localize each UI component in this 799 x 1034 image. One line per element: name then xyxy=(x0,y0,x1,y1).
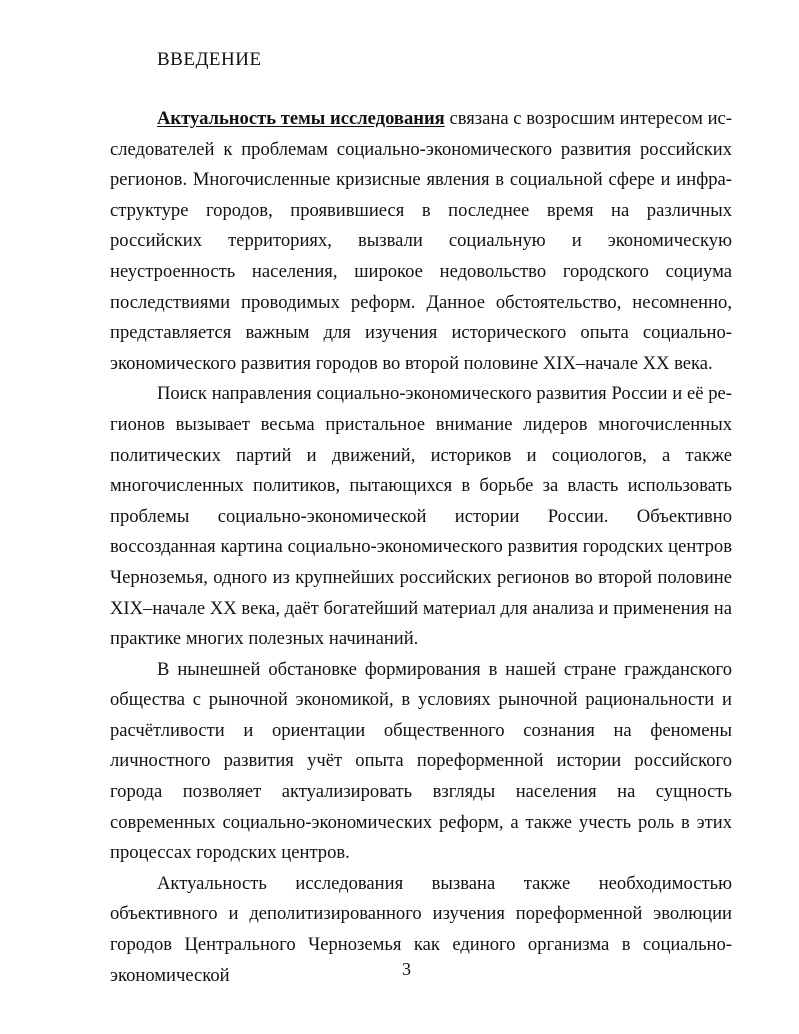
body-text xyxy=(110,104,732,991)
page-number: 3 xyxy=(402,959,411,979)
paragraph-1 xyxy=(110,104,732,379)
paragraph-2: Поиск направления социально-экономического развития России и её регионов вызывает весьма пристальное внимание лидеров многочисленных политических партий и движений, историков и социологов, а также многочисленных политиков, пытающихся в борьбе за власть использовать проблемы социально-экономической истории России. Объективно воссозданная картина социально-экономического развития городских центров Черноземья, одного из крупнейших российских регионов во второй половине XIX–начале XX века, даёт богатейший материал для анализа и применения на практике многих полезных начинаний. xyxy=(110,383,732,650)
paragraph-3: В нынешней обстановке формирования в нашей стране гражданского общества с рыночной экономикой, в условиях рыночной рациональности и расчётливости и ориентации общественного сознания на феномены личностного развития учёт опыта пореформенной истории российского города позволяет актуализировать взгляды населения на сущность современных социально-экономических реформ, а также учесть роль в этих процессах городских центров. xyxy=(110,658,732,864)
paragraph-text: связана с возросшим интересом исследователей к проблемам социально-экономического развития российских регионов. Многочисленные кризисные явления в социальной сфере и инфраструктуре городов, проявившиеся в последнее время на различных российских территориях, вызвали социальную и экономическую неустроенность населения, широкое недовольство городского социума последствиями проводимых реформ. Данное обстоятельство, несомненно, представляется важным для изучения исторического опыта социально-экономического развития городов во второй половине XIX–начале XX века. xyxy=(110,108,732,374)
paragraph-lead: Актуальность темы исследования xyxy=(157,108,445,129)
paragraph-4: Актуальность исследования вызвана также необходимостью объективного и деполитизированного изучения пореформенной эволюции городов Центрального Черноземья как единого организма в социально-экономической xyxy=(110,872,732,986)
section-heading: ВВЕДЕНИЕ xyxy=(157,49,262,70)
